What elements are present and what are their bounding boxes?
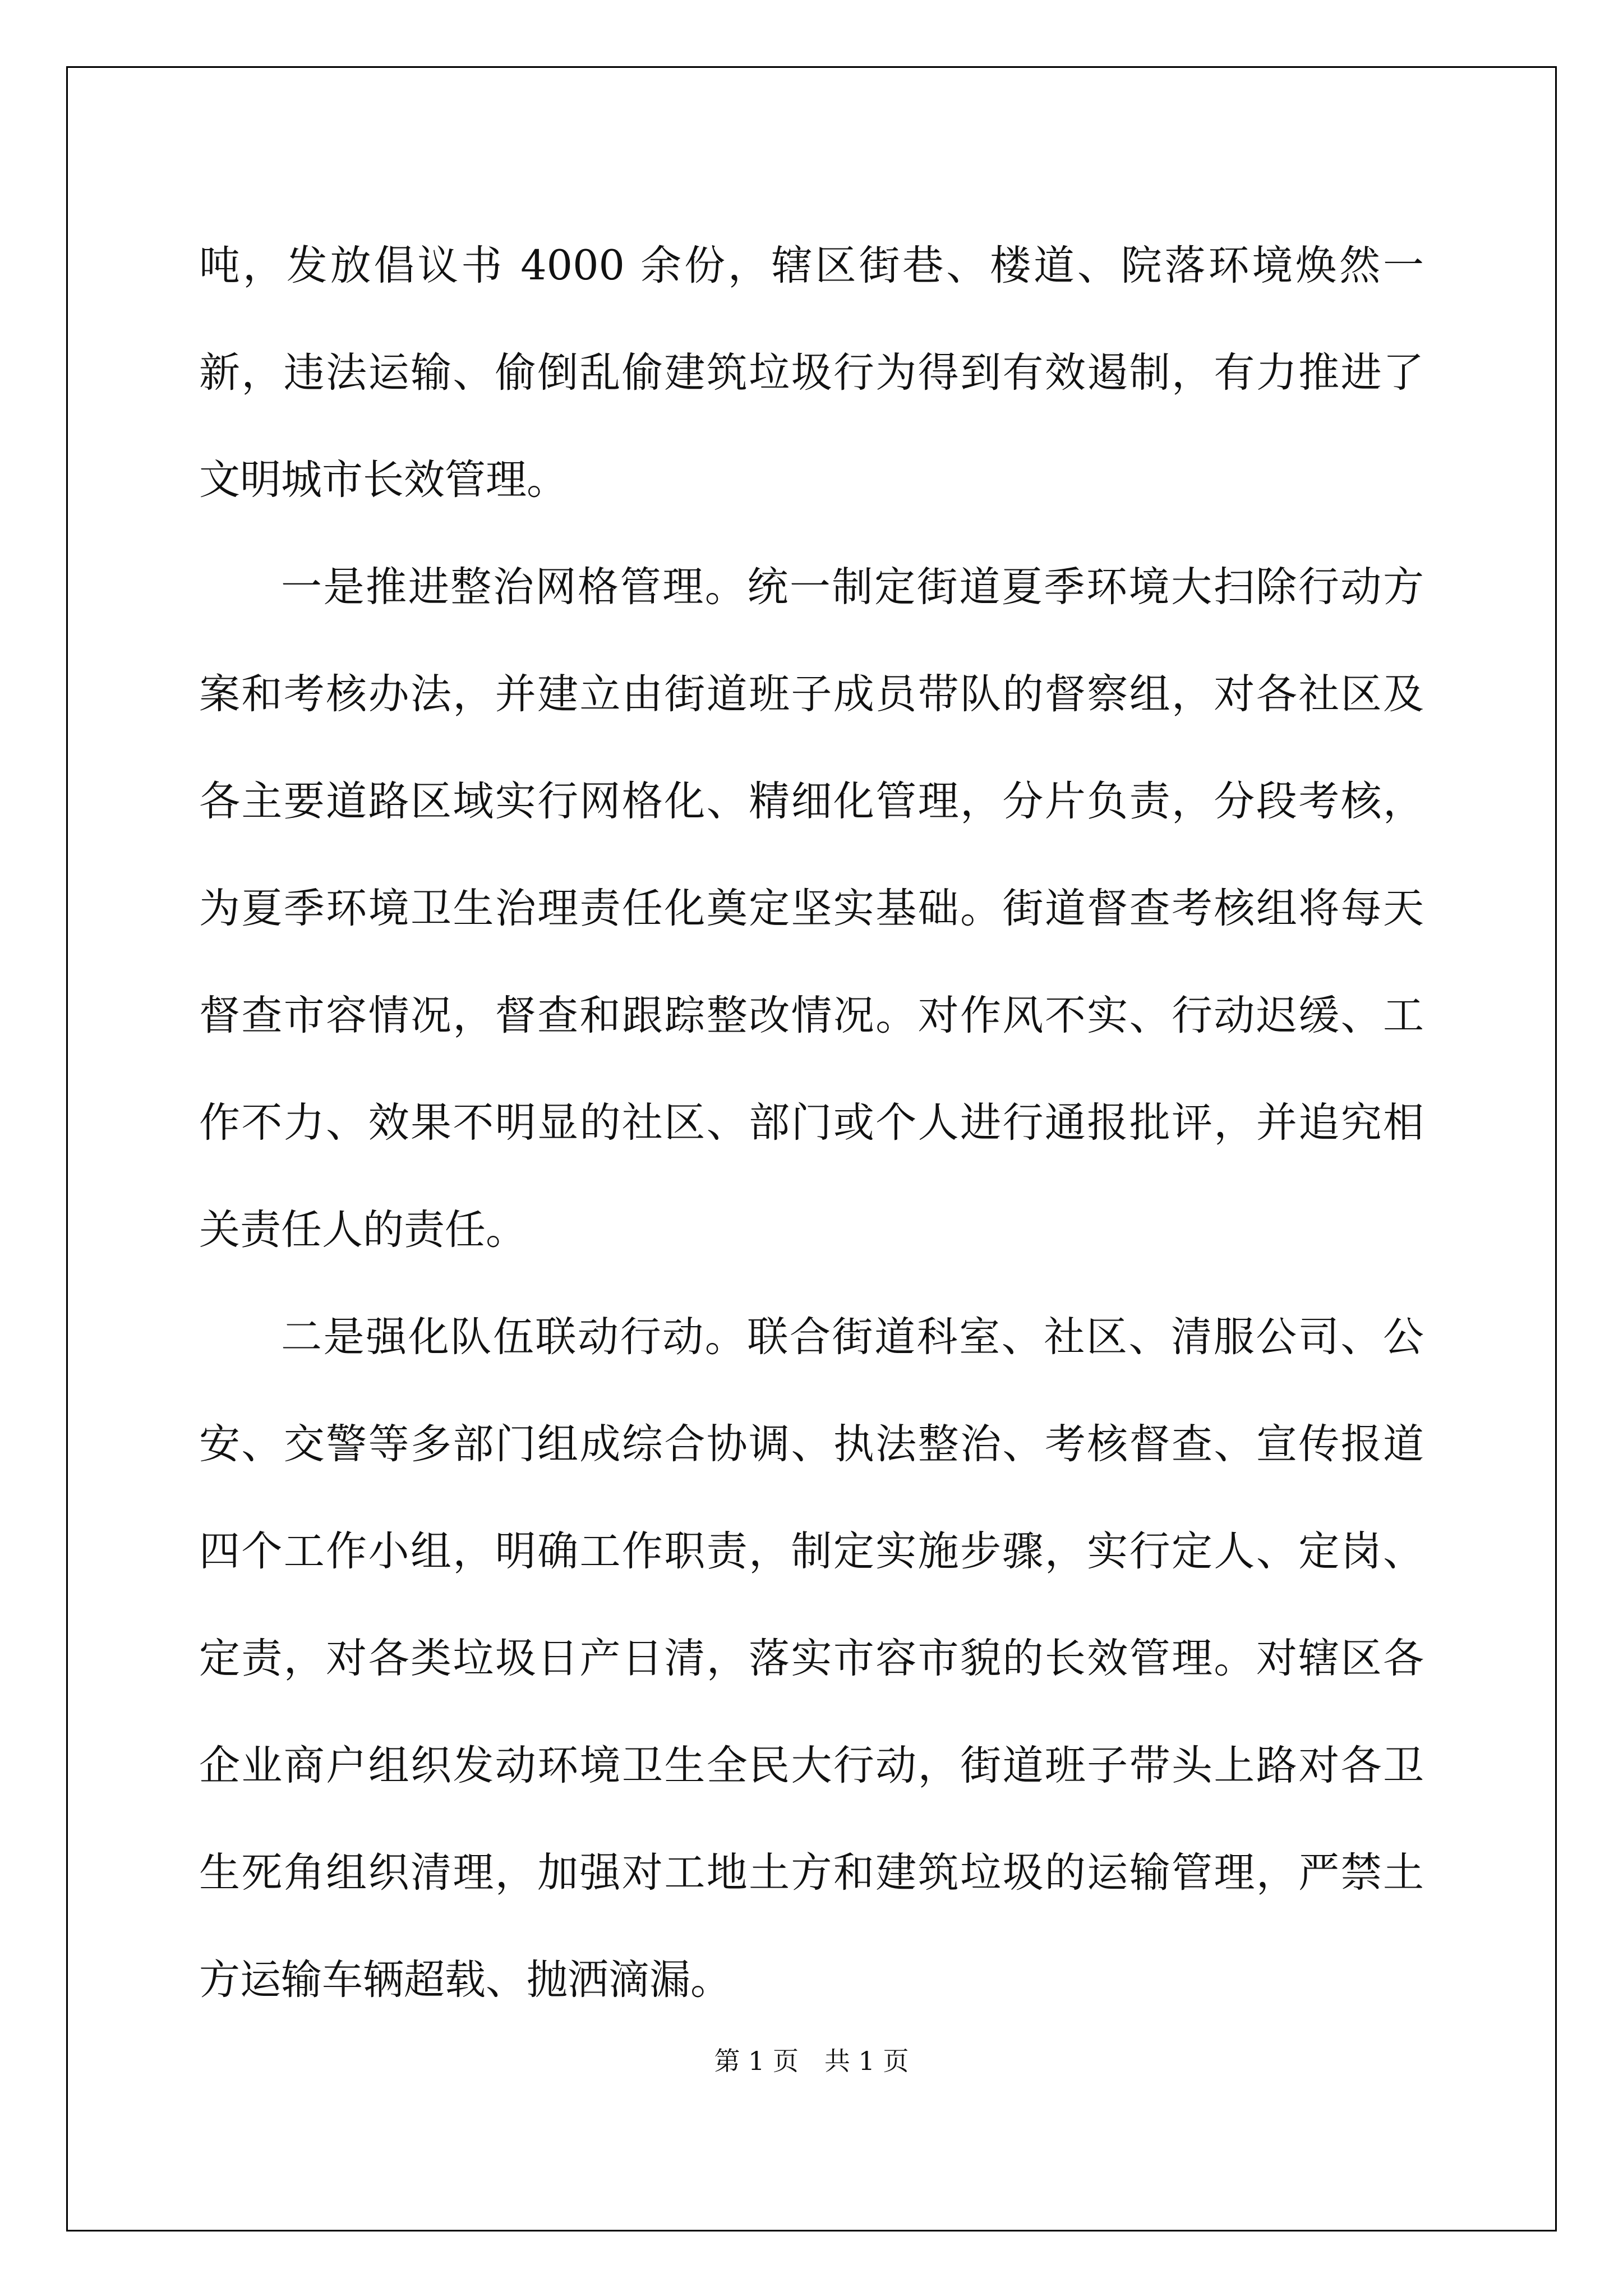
paragraph-3: 二是强化队伍联动行动。联合街道科室、社区、清服公司、公安、交警等多部门组成综合协调、执法整治、考核督查、宣传报道四个工作小组，明确工作职责，制定实施步骤，实行定人、定岗、定责，对各类垃圾日产日清，落实市容市貌的长效管理。对辖区各企业商户组织发动环境卫生全民大行动，街道班子带头上路对各卫生死角组织清理，加强对工地土方和建筑垃圾的运输管理，严禁土方运输车辆超载、抛洒滴漏。: [199, 1313, 1424, 2004]
page-footer: 第 1 页 共 1 页: [714, 2046, 909, 2076]
paragraph-2: 一是推进整治网格管理。统一制定街道夏季环境大扫除行动方案和考核办法，并建立由街道班子成员带队的督察组，对各社区及各主要道路区域实行网格化、精细化管理，分片负责，分段考核，为夏季环境卫生治理责任化奠定坚实基础。街道督查考核组将每天督查市容情况，督查和跟踪整改情况。对作风不实、行动迟缓、工作不力、效果不明显的社区、部门或个人进行通报批评，并追究相关责任人的责任。: [199, 563, 1424, 1254]
document-body: [199, 212, 1424, 2033]
paragraph-1: 吨，发放倡议书 4000 余份，辖区街巷、楼道、院落环境焕然一新，违法运输、偷倒乱偷建筑垃圾行为得到有效遏制，有力推进了文明城市长效管理。: [199, 242, 1424, 504]
